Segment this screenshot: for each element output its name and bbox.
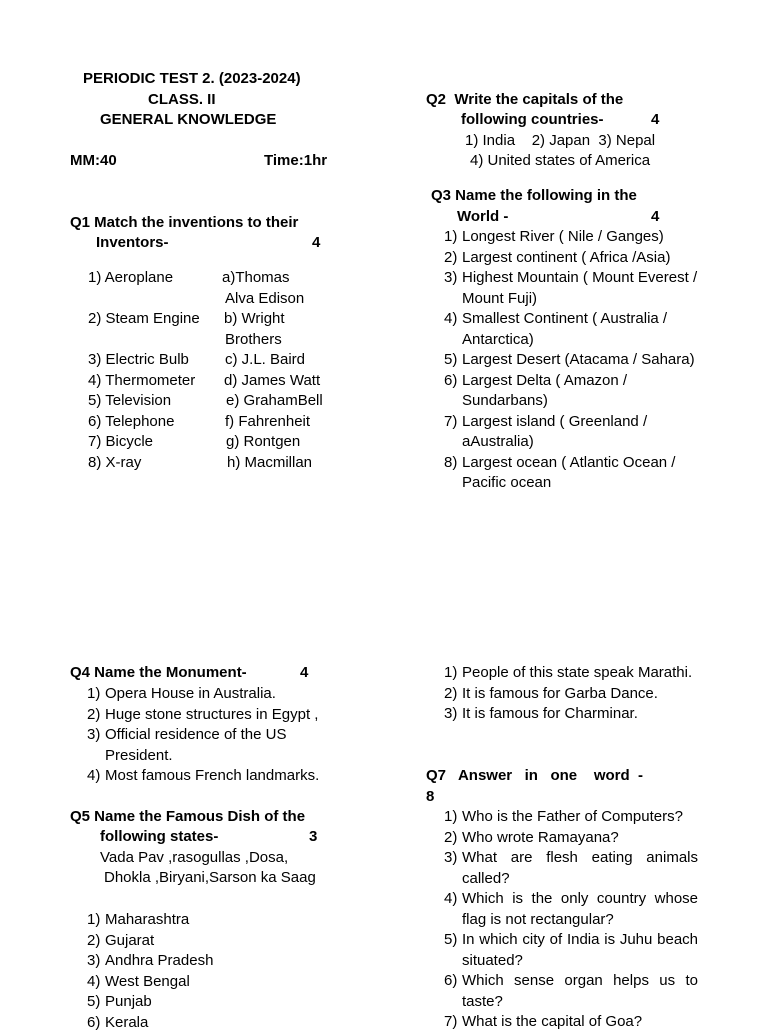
q1-invention: 7) Bicycle [88,433,153,450]
q4-marks: 4 [300,663,308,684]
q1-invention: 8) X-ray [88,454,141,471]
list-item: 6) Which sense organ helps us to taste? [444,971,698,1012]
q1-match-list [88,268,348,478]
q2-countries-line1: 1) India 2) Japan 3) Nepal [465,131,655,152]
q1-title-line2: Inventors- [96,233,169,254]
list-item: 5) Largest Desert (Atacama / Sahara) [444,350,700,371]
list-item: 4) West Bengal [87,972,327,993]
q1-inventor: b) Wright [224,309,285,330]
q1-marks: 4 [312,233,320,254]
list-item: 7) Largest island ( Greenland / aAustralia) [444,412,700,453]
list-item: 6) Largest Delta ( Amazon / Sundarbans) [444,371,700,412]
q1-inventor: a)Thomas [222,268,290,289]
q1-inventor: d) James Watt [224,371,320,392]
list-item: 2) Largest continent ( Africa /Asia) [444,248,700,269]
q1-invention: 4) Thermometer [88,372,195,389]
list-item: 2) Who wrote Ramayana? [444,828,698,849]
q1-invention: 5) Television [88,392,171,409]
list-item: 3) It is famous for Charminar. [444,704,698,725]
list-item: 5) In which city of India is Juhu beach situated? [444,930,698,971]
list-item: 1) People of this state speak Marathi. [444,663,698,684]
max-marks: MM:40 [70,151,117,172]
q2-title-line2: following countries- [461,110,604,131]
q3-title: Q3 Name the following in the [431,186,637,207]
list-item: 1) Maharashtra [87,910,327,931]
q5-title: Q5 Name the Famous Dish of the [70,807,305,828]
q6-list [444,663,698,725]
list-item: 8) Largest ocean ( Atlantic Ocean / Pacific ocean [444,453,700,494]
q5-marks: 3 [309,827,317,848]
q1-row [88,350,189,371]
list-item: 3) Highest Mountain ( Mount Everest / Mount Fuji) [444,268,700,309]
q3-list [444,227,700,494]
q1-row [88,391,171,412]
q1-invention: 2) Steam Engine [88,310,200,327]
q5-title-line2: following states- [100,827,218,848]
q4-title: Q4 Name the Monument- [70,663,247,684]
list-item: 1) Who is the Father of Computers? [444,807,698,828]
q3-marks: 4 [651,207,659,228]
q1-inventor: c) J.L. Baird [225,350,305,371]
q1-row [88,432,153,453]
class-label: CLASS. II [148,90,216,111]
q1-inventor: e) GrahamBell [226,391,323,412]
time-label: Time:1hr [264,151,327,172]
q5-dishes-line1: Vada Pav ,rasogullas ,Dosa, [100,848,288,869]
list-item: 4) Which is the only country whose flag is not rectangular? [444,889,698,930]
q1-inventor: f) Fahrenheit [225,412,310,433]
q1-row [88,412,174,433]
list-item: 3) Official residence of the US President. [87,725,315,766]
test-title: PERIODIC TEST 2. (2023-2024) [83,69,301,90]
list-item: 3) What are flesh eating animals called? [444,848,698,889]
list-item: 6) Kerala [87,1013,327,1033]
list-item: 4) Smallest Continent ( Australia / Antarctica) [444,309,700,350]
q7-title: Q7 Answer in one word - [426,766,643,787]
q1-row [88,309,200,330]
q5-dishes-line2: Dhokla ,Biryani,Sarson ka Saag [104,868,316,889]
q7-marks: 8 [426,787,434,808]
q3-title-line2: World - [457,207,508,228]
q1-invention: 1) Aeroplane [88,269,173,286]
q1-row [88,371,195,392]
q1-invention: 3) Electric Bulb [88,351,189,368]
list-item: 2) It is famous for Garba Dance. [444,684,698,705]
q1-invention: 6) Telephone [88,413,174,430]
q1-row [88,453,141,474]
list-item: 3) Andhra Pradesh [87,951,327,972]
list-item: 7) What is the capital of Goa? [444,1012,698,1033]
q1-inventor-cont: Alva Edison [225,289,304,310]
list-item: 4) Most famous French landmarks. [87,766,335,787]
q4-list [87,684,335,787]
list-item: 1) Opera House in Australia. [87,684,335,705]
q1-inventor-cont: Brothers [225,330,282,351]
q1-inventor: g) Rontgen [226,432,300,453]
q2-marks: 4 [651,110,659,131]
list-item: 1) Longest River ( Nile / Ganges) [444,227,700,248]
q2-title: Q2 Write the capitals of the [426,90,623,111]
list-item: 5) Punjab [87,992,327,1013]
q1-row [88,268,173,289]
q7-list [444,807,698,1033]
q1-title: Q1 Match the inventions to their [70,213,298,234]
list-item: 2) Gujarat [87,931,327,952]
q5-list [87,910,327,1033]
subject-label: GENERAL KNOWLEDGE [100,110,276,131]
q1-inventor: h) Macmillan [227,453,312,474]
list-item: 2) Huge stone structures in Egypt , [87,705,335,726]
q2-countries-line2: 4) United states of America [470,151,650,172]
